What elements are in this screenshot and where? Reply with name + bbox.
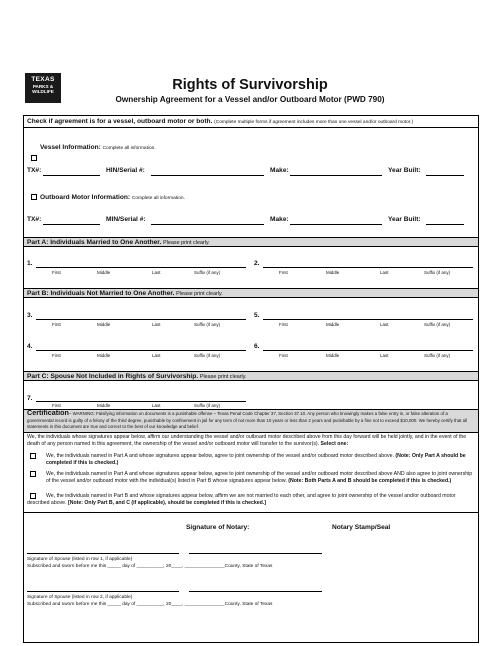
vessel-tx-label: TX#:: [27, 167, 42, 174]
part-a-name-1[interactable]: [36, 267, 246, 268]
page-subtitle: Ownership Agreement for a Vessel and/or Outboard Motor (PWD 790): [115, 95, 385, 104]
part-a-header: Part A: Individuals Married to One Another. Please print clearly.: [24, 237, 478, 247]
certification-warning: Certification– WARNING: Falsifying information on documents is a punishable offense – Texas Penal Code Chapter 37, Section 37.10. Any person who knowingly makes a false entry in, or false alteration of a governmental record is guilty of a felony of the third degree, punishable by confinement in jail for any term of not more than 10 years or less than 2 years and punishable by a fine not to exceed $10,000. We hereby certify that all statements in this document are true and correct to the best of our knowledge and belief.: [27, 408, 467, 430]
motor-make-field[interactable]: [290, 224, 382, 225]
option-part-a-b-checkbox[interactable]: [30, 471, 36, 477]
motor-make-label: Make:: [270, 216, 289, 223]
notary-signature-label: Signature of Notary:: [186, 524, 250, 531]
part-b-header: Part B: Individuals Not Married to One Another. Please print clearly.: [24, 288, 478, 298]
motor-serial-field[interactable]: [151, 224, 264, 225]
vessel-checkbox[interactable]: [31, 155, 37, 161]
vessel-year-field[interactable]: [426, 175, 464, 176]
certification-intro: We, the individuals whose signatures appear below, affirm our understanding the vessel and/or outboard motor described above from this day forward will be held jointly, and in the event of the death of any person named in this agreement, the ownership of the vessel and/or outboard motor will transfer to the survivor(s). Select one:: [27, 434, 467, 447]
vessel-year-label: Year Built:: [388, 167, 421, 174]
notary-1-signature-line[interactable]: [189, 553, 322, 554]
vessel-hin-label: HIN/Serial #:: [106, 167, 145, 174]
tpwd-logo: TEXAS PARKS & WILDLIFE: [25, 73, 61, 103]
row-number-7: 7.: [27, 395, 33, 402]
motor-tx-field[interactable]: [43, 224, 100, 225]
spouse-1-signature-line[interactable]: [27, 553, 179, 554]
vessel-tx-field[interactable]: [43, 175, 100, 176]
option-part-a-b-text: We, the individuals named in Part A and whose signatures appear below, agree to joint ownership of the vessel and/or outboard motor described above AND also agree to joint ownership of the vessel and/or outboard motor with the individual(s) listed in Part B whose signatures appear below. (Note: Both Parts A and B should be completed if this is checked.): [46, 471, 473, 484]
certification-header: [24, 409, 478, 433]
row-number-1: 1.: [27, 260, 33, 267]
form-frame: Check if agreement is for a vessel, outboard motor or both. (Complete multiple forms if agreement includes more than one vessel and/or outboard motor.) Vessel Information: Complete all information. TX#: HIN/Serial #: Make: Year Built: Outboard Motor Information: Complete all information. TX#: MIN/Serial #: Make: Year Built: Part A: Individuals Married to One Another. Please print clearly. 1. First Middle Last Suffix (if any) 2. First Middle Last Suffix (if any) Part B: Individuals Not Married to One Another. Please print clearly. 3. First Middle Last Suffix (if any) 5. First Middle Last Suffix (if any) 4. First Middle Last Suffix (if any) 6. First Middle Last Suffix (if any) Part C: Spouse Not Included in Rights of Survivorship. Please print clearly. 7. First Middle Last Suffix (if any) Certification– WARNING: Falsifying information on documents is a punishable offense – Texas Penal Code Chapter 37, Section 37.10. Any person who knowingly makes a false entry in, or false alteration of a governmental record is guilty of a felony of the third degree, punishable by confinement in jail for any term of not more than 10 years or less than 2 years and punishable by a fine not to exceed $10,000. We hereby certify that all statements in this document are true and correct to the best of our knowledge and belief. We, the individuals whose signatures appear below, affirm our understanding the vessel and/or outboard motor described above from this day forward will be held jointly, and in the event of the death of any person named in this agreement, the ownership of the vessel and/or outboard motor will transfer to the survivor(s). Select one: We, the individuals named in Part A and whose signatures appear below, agree to joint ownership of the vessel and/or outboard motor described above. (Note: Only Part A should be completed if this is checked.) We, the individuals named in Part A and whose signatures appear below, agree to joint ownership of the vessel and/or outboard motor described above AND also agree to joint ownership of the vessel and/or outboard motor with the individual(s) listed in Part B whose signatures appear below. (Note: Both Parts A and B should be completed if this is checked.) We, the individuals named in Part B and whose signatures appear below, affirm we are not married to each other, and agree to joint ownership of the vessel and/or outboard motor described above. [Note: Only Part B, and C (if applicable), should be completed if this is checked.] Signature of Notary: Notary Stamp/Seal Signature of Spouse (listed in row 1, if applicable) Subscribed and sworn before me this _____ day of __________, 20____, _______________County, State of Texas Signature of Spouse (listed in row 2, if applicable) Subscribed and sworn before me this _____ day of __________, 20____, _______________County, State of Texas: [23, 115, 479, 643]
sworn-statement-1: Subscribed and sworn before me this _____ day of __________, 20____, _______________County, State of Texas: [27, 564, 273, 569]
motor-year-label: Year Built:: [388, 216, 421, 223]
part-b-name-6[interactable]: [263, 350, 473, 351]
vessel-make-label: Make:: [270, 167, 289, 174]
spouse-2-signature-line[interactable]: [27, 591, 179, 592]
vessel-make-field[interactable]: [290, 175, 382, 176]
motor-checkbox[interactable]: [31, 194, 37, 200]
option-part-a-checkbox[interactable]: [30, 453, 36, 459]
row-number-2: 2.: [254, 260, 260, 267]
row-number-4: 4.: [27, 343, 33, 350]
spouse-2-signature-label: Signature of Spouse (listed in row 2, if applicable): [27, 595, 133, 600]
row-number-5: 5.: [254, 312, 260, 319]
part-a-name-2[interactable]: [263, 267, 473, 268]
notary-2-signature-line[interactable]: [189, 591, 322, 592]
option-part-a-text: We, the individuals named in Part A and whose signatures appear below, agree to joint ownership of the vessel and/or outboard motor described above. (Note: Only Part A should be completed if this is checked.): [46, 453, 466, 466]
part-b-name-4[interactable]: [36, 350, 246, 351]
option-part-b-text: We, the individuals named in Part B and whose signatures appear below, affirm we are not married to each other, and agree to joint ownership of the vessel and/or outboard motor described above. [Note: Only Part B, and C (if applicable), should be completed if this is checked.]: [27, 493, 456, 506]
sworn-statement-2: Subscribed and sworn before me this _____ day of __________, 20____, _______________County, State of Texas: [27, 602, 273, 607]
row-number-6: 6.: [254, 343, 260, 350]
part-b-name-5[interactable]: [263, 319, 473, 320]
spouse-1-signature-label: Signature of Spouse (listed in row 1, if applicable): [27, 557, 133, 562]
vessel-info-heading: Vessel Information: Complete all information.: [40, 144, 156, 151]
part-c-header: Part C: Spouse Not Included in Rights of Survivorship. Please print clearly.: [24, 371, 478, 381]
motor-tx-label: TX#:: [27, 216, 42, 223]
page-title: Rights of Survivorship: [172, 77, 328, 93]
part-b-name-3[interactable]: [36, 319, 246, 320]
part-c-name-7[interactable]: [36, 401, 246, 402]
motor-serial-label: MIN/Serial #:: [106, 216, 146, 223]
vessel-hin-field[interactable]: [151, 175, 264, 176]
motor-info-heading: Outboard Motor Information: Complete all information.: [40, 194, 185, 201]
check-instruction: Check if agreement is for a vessel, outboard motor or both. (Complete multiple forms if agreement includes more than one vessel and/or outboard motor.): [27, 118, 414, 125]
notary-stamp-label: Notary Stamp/Seal: [332, 524, 391, 531]
row-number-3: 3.: [27, 312, 33, 319]
motor-year-field[interactable]: [426, 224, 464, 225]
